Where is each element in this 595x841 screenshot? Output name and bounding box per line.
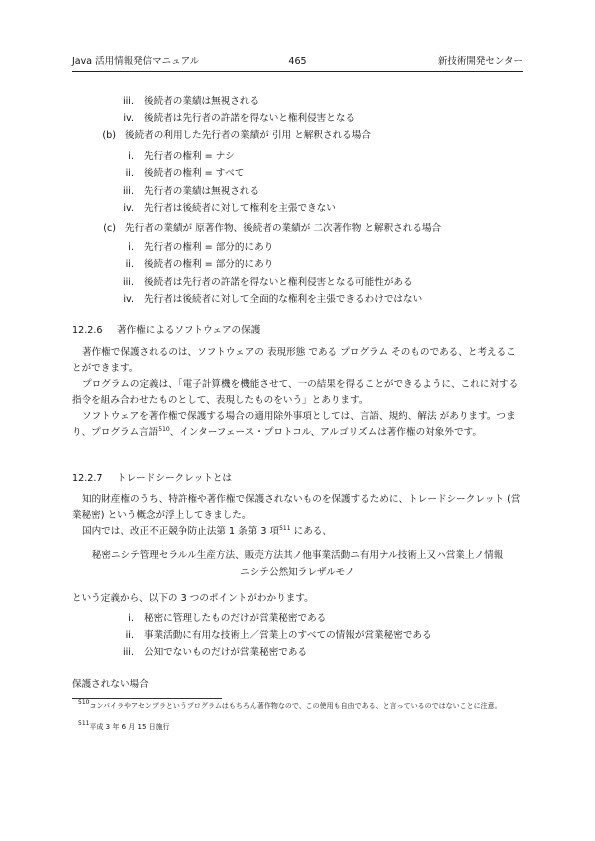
paragraph: という定義から、以下の 3 つのポイントがわかります。	[72, 593, 314, 604]
list-item-number: iii.	[122, 647, 134, 658]
list-item-number: iii.	[122, 277, 134, 288]
running-header-title: Java 活用情報発信マニュアル	[72, 56, 200, 67]
list-item: 事業活動に有用な技術上／営業上のすべての情報が営業秘密である	[144, 630, 432, 641]
footnote-text: コンパイラやアセンブラというプログラムはもちろん著作物なので、この使用も自由である、と言っているのではないことに注意。	[89, 702, 502, 710]
footnote-mark: 511	[78, 720, 90, 727]
footnote-marker: 510	[158, 426, 170, 433]
list-item: 後続者は先行者の許諾を得ないと権利侵害となる可能性がある	[144, 277, 413, 288]
section-heading	[72, 325, 260, 337]
paragraph-text: 、インターフェース・プロトコル、アルゴリズムは著作権の対象外です。	[169, 427, 482, 438]
page-number: 465	[288, 56, 307, 67]
section-title: トレードシークレットとは	[117, 473, 233, 484]
list-item-label: (b)	[102, 130, 116, 141]
list-item: 後続者の権利 = すべて	[144, 168, 245, 179]
list-item-number: i.	[128, 151, 134, 162]
paragraph-text: ソフトウェアを著作権で保護する場合の適用除外事項としては、言語、規約、解法 があります。つまり、プログラム言語	[72, 411, 516, 438]
list-item-number: i.	[128, 242, 134, 253]
footnote-mark: 510	[78, 699, 90, 706]
section-heading	[72, 473, 232, 485]
list-item: 後続者は先行者の許諾を得ないと権利侵害となる	[144, 113, 356, 124]
list-item-heading: 後続者の利用した先行者の業績が 引用 と解釈される場合	[125, 130, 371, 141]
list-item-number: iv.	[123, 113, 134, 124]
list-item: 後続者の業績は無視される	[144, 96, 260, 107]
header-rule	[72, 71, 523, 72]
list-item-number: iv.	[123, 203, 134, 214]
list-item: 先行者の権利 = ナシ	[144, 151, 235, 162]
section-number: 12.2.6	[72, 325, 103, 336]
footnote	[72, 722, 524, 732]
list-item-number: iii.	[122, 96, 134, 107]
paragraph: 著作権で保護されるのは、ソフトウェアの 表現形態 である プログラム そのものである、と考えることができます。	[72, 347, 516, 374]
quote-line: ニシテ公然知ラレザルモノ	[240, 567, 355, 578]
list-item-number: ii.	[125, 259, 134, 270]
footnote	[72, 701, 524, 711]
list-item-number: iv.	[123, 294, 134, 305]
paragraph-text: にある、	[290, 526, 332, 537]
paragraph	[72, 524, 524, 540]
paragraph: プログラムの定義は、「電子計算機を機能させて、一の結果を得ることができるように、これに対する指令を組み合わせたものとして、表現したものをいう」とあります。	[72, 379, 519, 406]
footnote-text: 平成 3 年 6 月 15 日施行	[89, 723, 170, 731]
list-item: 先行者の権利 = 部分的にあり	[144, 242, 274, 253]
paragraph	[72, 409, 524, 441]
list-item-heading: 先行者の業績が 原著作物、後続者の業績が 二次著作物 と解釈される場合	[125, 223, 442, 234]
quote-line: 秘密ニシテ管理セラルル生産方法、販売方法其ノ他事業活動ニ有用ナル技術上又ハ営業上ノ情報	[91, 550, 504, 561]
list-item-number: iii.	[122, 186, 134, 197]
paragraph-text: 国内では、改正不正競争防止法第 1 条第 3 項	[82, 526, 280, 537]
running-header-org: 新技術開発センター	[437, 56, 523, 67]
section-title: 著作権によるソフトウェアの保護	[117, 325, 261, 336]
section-number: 12.2.7	[72, 473, 103, 484]
paragraph: 知的財産権のうち、特許権や著作権で保護されないものを保護するために、トレードシークレット (営業秘密) という概念が浮上してきました。	[72, 494, 521, 521]
list-item-label: (c)	[103, 223, 116, 234]
list-item-number: ii.	[125, 630, 134, 641]
list-item: 先行者は後続者に対して全面的な権利を主張できるわけではない	[144, 294, 423, 305]
list-item: 先行者は後続者に対して権利を主張できない	[144, 203, 336, 214]
list-item: 秘密に管理したものだけが営業秘密である	[144, 613, 327, 624]
list-item: 公知でないものだけが営業秘密である	[144, 647, 308, 658]
list-item: 先行者の業績は無視される	[144, 186, 260, 197]
list-item: 後続者の権利 = 部分的にあり	[144, 259, 274, 270]
quoted-definition	[60, 547, 535, 581]
list-item-number: i.	[128, 613, 134, 624]
list-item-number: ii.	[125, 168, 134, 179]
run-in-heading: 保護されない場合	[72, 679, 149, 690]
footnote-rule	[72, 698, 222, 699]
footnote-marker: 511	[279, 525, 291, 532]
